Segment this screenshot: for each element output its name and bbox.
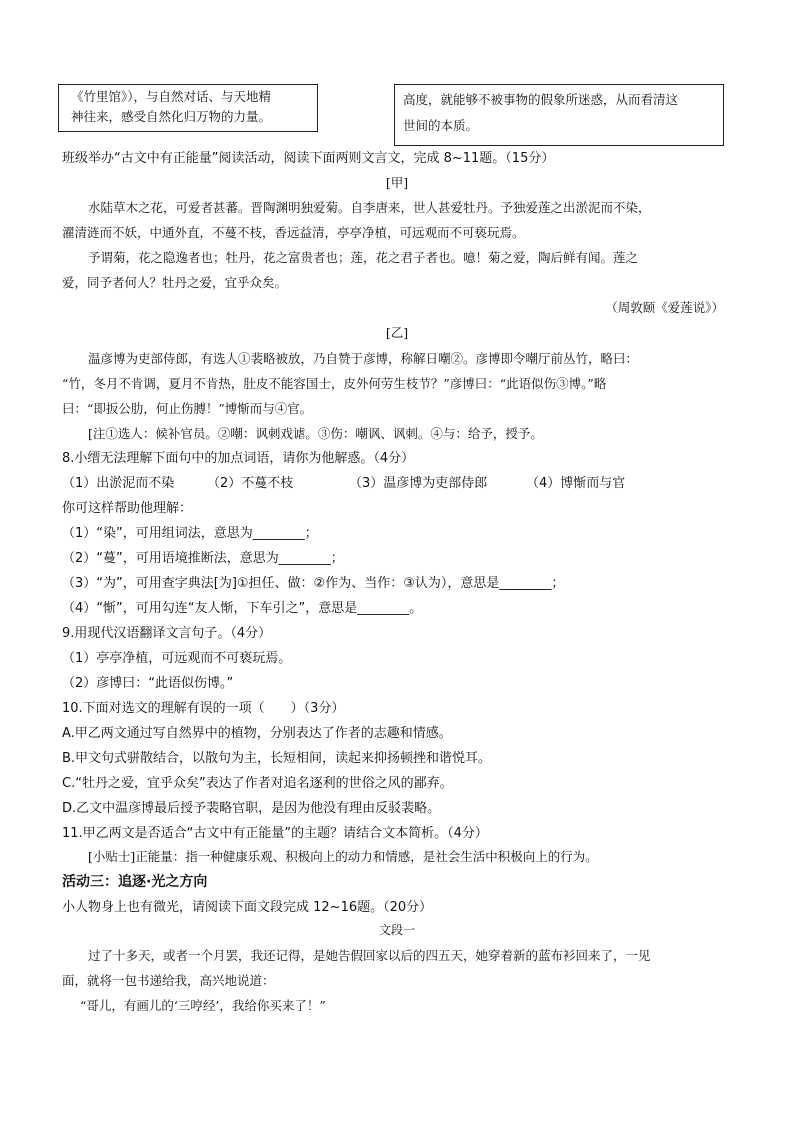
q8-option-1: （1）出淤泥而不染 [62, 476, 175, 491]
q8-answer-3: （3）“为”，可用查字典法[为]①担任、做：②作为、当作：③认为），意思是________； [62, 576, 565, 591]
activity3-intro: 小人物身上也有微光，请阅读下面文段完成 12~16题。（20分） [62, 900, 433, 915]
activity3-title: 活动三：追逐·光之方向 [62, 874, 208, 890]
yi-note: [注①选人：候补官员。②嘲：讽刺戏谑。③伤：嘲讽、讽刺。④与：给予，授予。 [88, 426, 543, 441]
q9-sentence-2: （2）彦博曰：“此语似伤博。” [62, 676, 234, 691]
q8-stem: 8.小缙无法理解下面句中的加点词语，请你为他解惑。（4分） [62, 451, 415, 466]
yi-heading: [乙] [385, 325, 409, 340]
q8-option-3: （3）温彦博为吏部侍郎 [349, 476, 488, 491]
q9-sentence-1: （1）亭亭净植，可远观而不可亵玩焉。 [62, 651, 292, 666]
jia-p2-line2: 爱，同予者何人？牡丹之爱，宜乎众矣。 [62, 275, 288, 290]
jia-source: （周敦颐《爱莲说》） [605, 300, 724, 315]
q10-stem: 10.下面对选文的理解有误的一项（ ）（3分） [62, 701, 345, 716]
yi-line2: “竹，冬月不肯调，夏月不肯热，肚皮不能容国士，皮外何劳生枝节？”彦博曰：“此语似伤③博。”略 [62, 376, 607, 391]
q10-option-c: C.“牡丹之爱，宜乎众矣”表达了作者对追名逐利的世俗之风的鄙弃。 [62, 776, 453, 791]
activity3-section-label: 文段一 [378, 923, 415, 937]
yi-line1: 温彦博为吏部侍郎，有选人①裴略被放，乃自赞于彦博，称解日嘲②。彦博即令嘲厅前丛竹，略曰： [88, 351, 639, 366]
q8-help: 你可这样帮助他理解： [62, 501, 193, 516]
yi-line3: 曰：“即扳公肋，何止伤膊！”博惭而与④官。 [62, 401, 313, 416]
quote-box-left [58, 84, 318, 132]
activity3-p1-line2: 面，就将一包书递给我，高兴地说道： [62, 973, 275, 988]
q10-option-a: A.甲乙两文通过写自然界中的植物，分别表达了作者的志趣和情感。 [62, 726, 452, 741]
section-intro: 班级举办“古文中有正能量”阅读活动，阅读下面两则文言文，完成 8~11题。（15分） [62, 151, 555, 166]
q8-answer-4: （4）“惭”，可用勾连“友人惭，下车引之”，意思是________。 [62, 601, 423, 616]
q11-stem: 11.甲乙两文是否适合“古文中有正能量”的主题？请结合文本简析。（4分） [62, 826, 488, 841]
quote-box-left-line2: 神往来，感受自然化归万物的力量。 [71, 109, 272, 124]
activity3-p1-line1: 过了十多天，或者一个月罢，我还记得，是她告假回家以后的四五天，她穿着新的蓝布衫回来了，一见 [88, 948, 651, 963]
q11-tip: [小贴士]正能量：指一种健康乐观、积极向上的动力和情感，是社会生活中积极向上的行为。 [88, 849, 598, 864]
q10-option-d: D.乙文中温彦博最后授予裴略官职，是因为他没有理由反驳裴略。 [62, 801, 441, 816]
activity3-p2: “哥儿，有画儿的‘三哼经’，我给你买来了！” [80, 998, 326, 1013]
jia-p1-line1: 水陆草木之花，可爱者甚蕃。晋陶渊明独爱菊。自李唐来，世人甚爱牡丹。予独爱莲之出淤泥而不染， [88, 200, 651, 215]
q8-option-2: （2）不蔓不枝 [207, 476, 294, 491]
quote-box-left-line1: 《竹里馆》），与自然对话、与天地精 [71, 89, 272, 104]
jia-heading: [甲] [385, 175, 409, 190]
quote-box-right-line1: 高度，就能够不被事物的假象所迷惑，从而看清这 [403, 92, 679, 107]
quote-box-right [394, 84, 724, 146]
q10-option-b: B.甲文句式骈散结合，以散句为主，长短相间，读起来抑扬顿挫和谐悦耳。 [62, 751, 492, 766]
q8-option-4: （4）博惭而与官 [526, 476, 626, 491]
jia-p1-line2: 濯清涟而不妖，中通外直，不蔓不枝，香远益清，亭亭净植，可远观而不可亵玩焉。 [62, 225, 525, 240]
jia-p2-line1: 予谓菊，花之隐逸者也；牡丹，花之富贵者也；莲，花之君子者也。噫！菊之爱，陶后鲜有闻。莲之 [88, 250, 639, 265]
q8-answer-2: （2）“蔓”，可用语境推断法，意思为________； [62, 551, 344, 566]
quote-box-right-line2: 世间的本质。 [403, 118, 479, 133]
q9-stem: 9.用现代汉语翻译文言句子。（4分） [62, 626, 272, 641]
q8-answer-1: （1）“染”，可用组词法，意思为________； [62, 526, 318, 541]
